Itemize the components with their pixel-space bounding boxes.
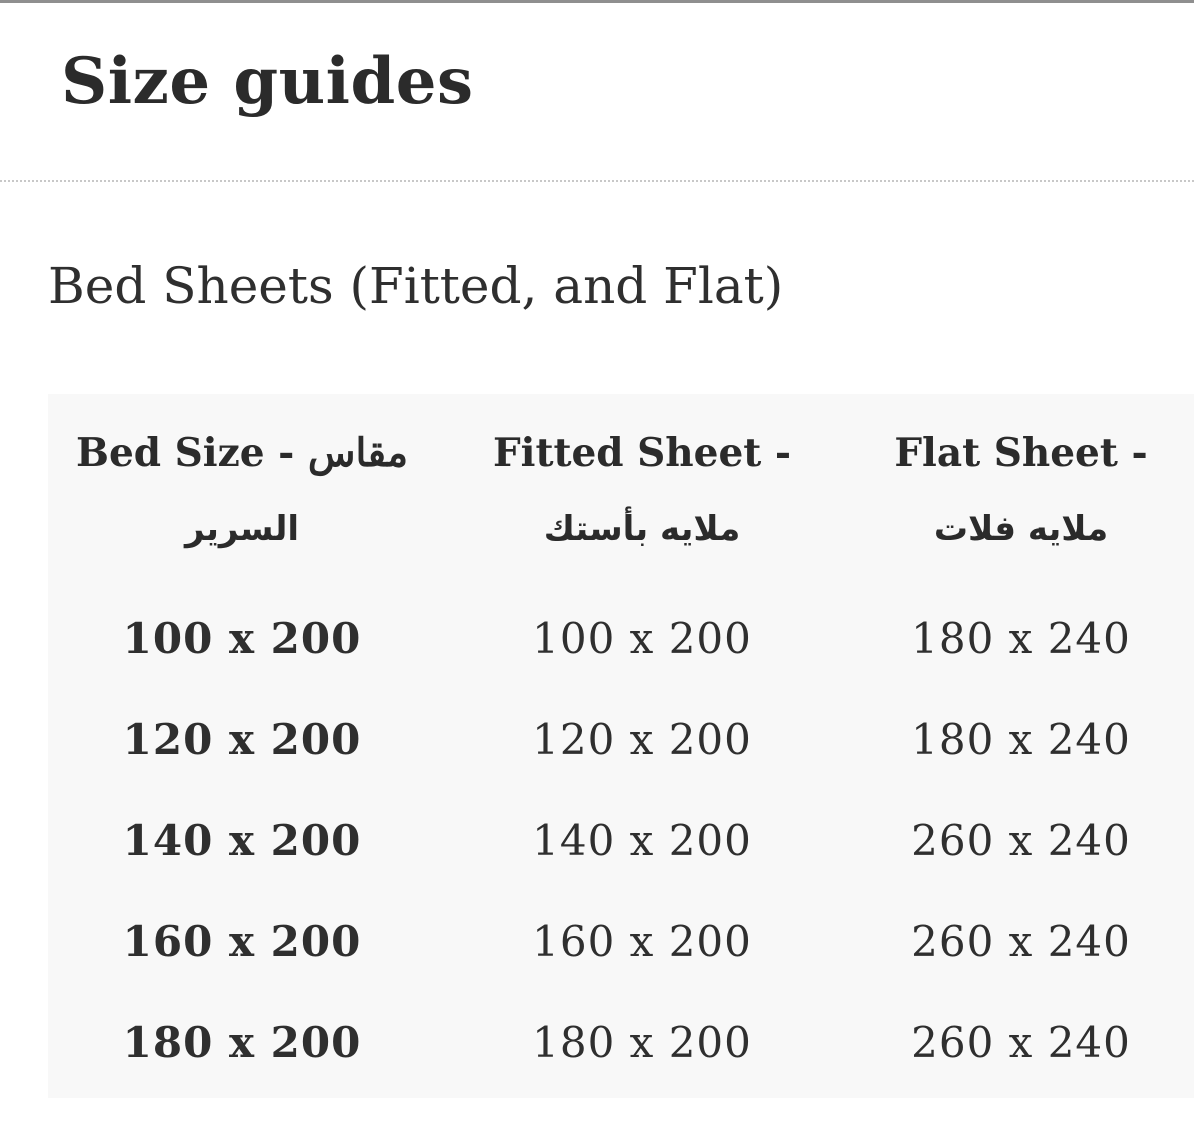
header-bed-size-en: Bed Size - مقاس <box>75 430 408 476</box>
header-flat-sheet-ar: ملايه فلات <box>933 509 1109 549</box>
table-header <box>48 394 1194 588</box>
section-title: Bed Sheets (Fitted, and Flat) <box>48 257 784 315</box>
table-row <box>48 588 1194 689</box>
flat-sheet-cell: 260 x 240 <box>911 816 1131 865</box>
fitted-sheet-cell: 160 x 200 <box>532 917 752 966</box>
page-header <box>0 0 1194 181</box>
flat-sheet-cell: 260 x 240 <box>911 1018 1131 1067</box>
flat-sheet-cell: 180 x 240 <box>911 715 1131 764</box>
bed-size-cell: 140 x 200 <box>122 816 362 865</box>
flat-sheet-cell: 180 x 240 <box>911 614 1131 663</box>
size-table <box>48 394 1194 1093</box>
bed-size-cell: 120 x 200 <box>122 715 362 764</box>
header-flat-sheet-en: Flat Sheet - <box>894 430 1148 476</box>
table-row <box>48 992 1194 1093</box>
table-body <box>48 588 1194 1093</box>
table-header-row <box>48 394 1194 588</box>
fitted-sheet-cell: 140 x 200 <box>532 816 752 865</box>
bed-size-cell: 180 x 200 <box>122 1018 362 1067</box>
header-fitted-sheet-en: Fitted Sheet - <box>492 430 792 476</box>
header-fitted-sheet <box>436 394 848 588</box>
fitted-sheet-cell: 180 x 200 <box>532 1018 752 1067</box>
table-row <box>48 891 1194 992</box>
flat-sheet-cell: 260 x 240 <box>911 917 1131 966</box>
bed-size-cell: 100 x 200 <box>122 614 362 663</box>
size-table-container <box>48 394 1194 1098</box>
table-row <box>48 790 1194 891</box>
header-divider <box>0 180 1194 182</box>
header-bed-size-ar: السرير <box>184 509 300 549</box>
page-title: Size guides <box>61 44 474 119</box>
fitted-sheet-cell: 100 x 200 <box>532 614 752 663</box>
header-bed-size <box>48 394 436 588</box>
header-fitted-sheet-ar: ملايه بأستك <box>543 509 741 549</box>
table-row <box>48 689 1194 790</box>
header-flat-sheet <box>848 394 1194 588</box>
bed-size-cell: 160 x 200 <box>122 917 362 966</box>
fitted-sheet-cell: 120 x 200 <box>532 715 752 764</box>
